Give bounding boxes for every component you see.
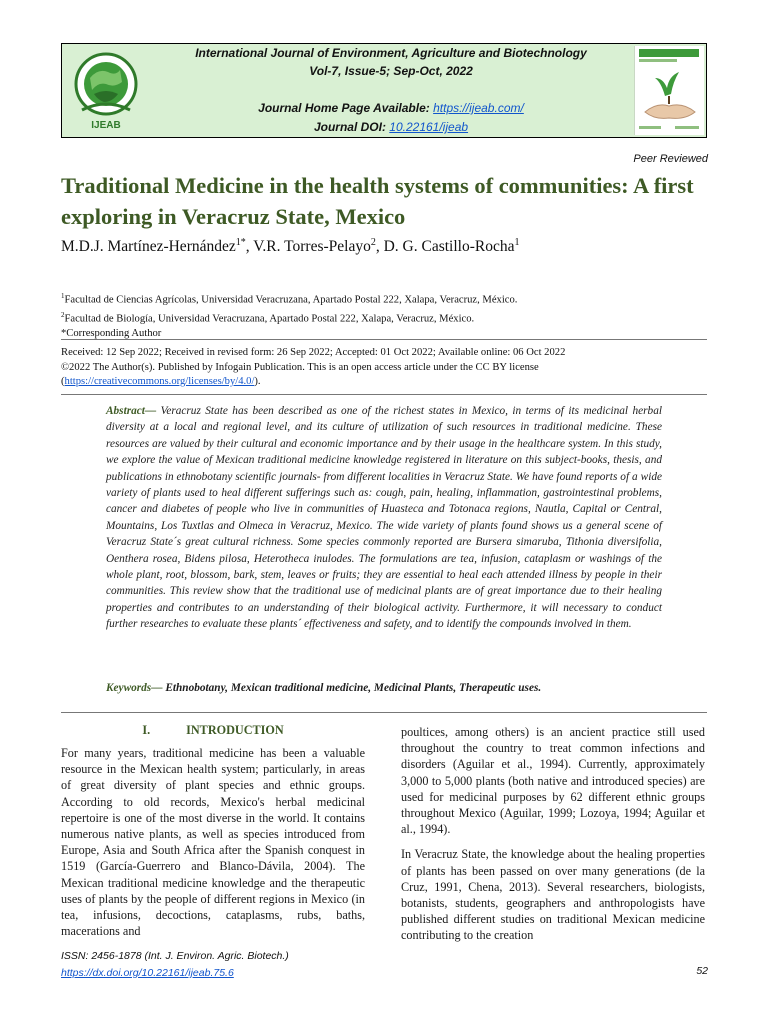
keywords-label: Keywords—: [106, 682, 163, 694]
section-number: I.: [142, 723, 151, 737]
license-url-line: [61, 375, 565, 390]
home-page-label: Journal Home Page Available:: [258, 101, 434, 115]
journal-doi: [152, 119, 630, 135]
body-column-right: [401, 724, 705, 944]
license-paren-open: (: [61, 376, 65, 387]
page-number: 52: [696, 965, 708, 977]
publication-history: [61, 346, 565, 390]
footer-issn: ISSN: 2456-1878 (Int. J. Environ. Agric. Biotech.): [61, 950, 289, 962]
journal-header-text: [152, 44, 630, 137]
license-link[interactable]: https://creativecommons.org/licenses/by/4.0/: [64, 376, 255, 387]
hands-icon: [645, 105, 695, 119]
journal-cover-image: [634, 46, 704, 135]
divider: [61, 339, 707, 340]
journal-home-page: [152, 100, 630, 116]
dates-line: Received: 12 Sep 2022; Received in revised form: 26 Sep 2022; Accepted: 01 Oct 2022; Available online: 06 Oct 2022: [61, 347, 566, 358]
abstract-label: Abstract—: [106, 405, 157, 417]
section-title: INTRODUCTION: [186, 723, 284, 737]
author-name: V.R. Torres-Pelayo: [253, 238, 371, 256]
doi-link[interactable]: 10.22161/ijeab: [389, 120, 469, 134]
body-paragraph: In Veracruz State, the knowledge about the healing properties of plants has been passed on over many generations (de la Cruz, 1991, Chena, 2013). Several researchers, biologists, botanists, students, geographers and anthropologists have published different studies on traditional Mexican medicine contributing to the creation: [401, 847, 705, 943]
article-title: Traditional Medicine in the health systems of communities: A first exploring in Veracruz State, Mexico: [61, 173, 694, 229]
affiliation-mark: 1: [61, 292, 65, 300]
journal-logo: [68, 48, 144, 134]
journal-name: International Journal of Environment, Agriculture and Biotechnology: [195, 46, 587, 60]
journal-header-banner: [61, 43, 707, 138]
affiliation-text: Facultad de Biología, Universidad Veracruzana, Apartado Postal 222, Xalapa, Veracruz, México.: [64, 313, 475, 325]
keywords: [106, 682, 662, 694]
doi-label: Journal DOI:: [313, 120, 390, 134]
author-separator: ,: [375, 238, 384, 256]
divider: [61, 712, 707, 713]
home-page-link[interactable]: https://ijeab.com/: [433, 101, 524, 115]
author-name: D. G. Castillo-Rocha: [383, 238, 515, 256]
body-paragraph: poultices, among others) is an ancient practice still used throughout the country to treat common infections and disorders (Aguilar et al., 1994). Currently, approximately 3,000 to 5,000 plants (both native and introduced species) are used for medicinal purposes by 62 different ethnic groups throughout Mexico (Aguilar, 1999; Lozoya, 1994; Aguilar et al., 1994).: [401, 725, 705, 837]
logo-text: IJEAB: [91, 120, 121, 131]
affiliation-line: [61, 308, 517, 327]
author-list: [61, 237, 519, 256]
affiliation-line: [61, 289, 517, 308]
author-affiliation-mark: 1*: [235, 237, 246, 248]
body-column-left: [61, 745, 365, 939]
license-line: ©2022 The Author(s). Published by Infogain Publication. This is an open access article under the CC BY license: [61, 361, 539, 373]
section-heading: [61, 723, 365, 738]
author-name: M.D.J. Martínez-Hernández: [61, 238, 236, 256]
journal-volume-issue: Vol-7, Issue-5; Sep-Oct, 2022: [309, 64, 473, 78]
footer: [61, 948, 289, 982]
keywords-text: Ethnobotany, Mexican traditional medicine, Medicinal Plants, Therapeutic uses.: [165, 682, 542, 694]
abstract: [106, 403, 662, 633]
author-affiliation-mark: 1: [514, 237, 520, 248]
affiliation-mark: 2: [61, 310, 65, 319]
body-paragraph: For many years, traditional medicine has been a valuable resource in the Mexican health system; particularly, in areas of great diversity of plant species and ethnic groups. According to old records, Mexico's herbal medicinal repertoire is one of the most diverse in the world. It contains numerous native plants, as well as species introduced from Europe, Asia and South Africa after the Spanish conquest in 1519 (García-Guerrero and Blanco-Dávila, 2004). The Mexican traditional medicine knowledge and the therapeutic uses of plants by the people of different regions in Mexico (in tea, infusions, decoctions, cataplasms, rubs, baths, macerations and: [61, 746, 365, 939]
author-separator: ,: [245, 238, 254, 256]
footer-doi-link[interactable]: https://dx.doi.org/10.22161/ijeab.75.6: [61, 967, 234, 979]
affiliations: [61, 289, 517, 341]
peer-reviewed-label: Peer Reviewed: [633, 153, 708, 165]
author-affiliation-mark: 2: [370, 237, 376, 248]
affiliation-text: *Corresponding Author: [61, 328, 162, 340]
affiliation-text: Facultad de Ciencias Agrícolas, Universidad Veracruzana, Apartado Postal 222, Xalapa, Veracruz, México.: [64, 294, 518, 306]
divider: [61, 394, 707, 395]
abstract-text: Veracruz State has been described as one of the richest states in Mexico, in terms of its medicinal herbal diversity at a local and regional level, and its culture of utilization of such resources in traditional medicine. These resources are valued by their cultural and economic importance and by their usage in the healthcare system. In this study, we explore the value of Mexican traditional medicine knowledge registered in literature on this subject-books, thesis, and publications in ethnobotany scientific journals- from different localities in Veracruz State. We have found reports of a wide variety of plants used to heal different sufferings such as: cough, pain, healing, inflammation, gastrointestinal problems, cancer and diabetes of people who live in communities of Huasteca and Totonaca regions, Nautla, Capital or Central, Mountains, Los Tuxtlas and Olmeca in Veracruz, Mexico. The wide variety of plants found shows us a general scene of Veracruz State´s great cultural richness. Some species commonly reported are Bursera simaruba, Tithonia diversifolia, Oenthera rosea, Bidens pilosa, Heterotheca inulodes. The formulations are tea, infusion, cataplasm or washings of the whole plant, root, blossom, bark, stem, leaves or fruits; they are essential to heal each attended illness by people in their communities. This review show that the traditional use of medicinal plants are of great importance due to their healing properties and contributes to an understanding of their biological activity. Furthermore, it will necessary to conduct further researches to evaluate these plants´ effectiveness and safety, and to identify the compounds involved in them.: [106, 405, 662, 631]
license-paren-close: ).: [254, 376, 261, 387]
plant-icon: [655, 72, 679, 96]
